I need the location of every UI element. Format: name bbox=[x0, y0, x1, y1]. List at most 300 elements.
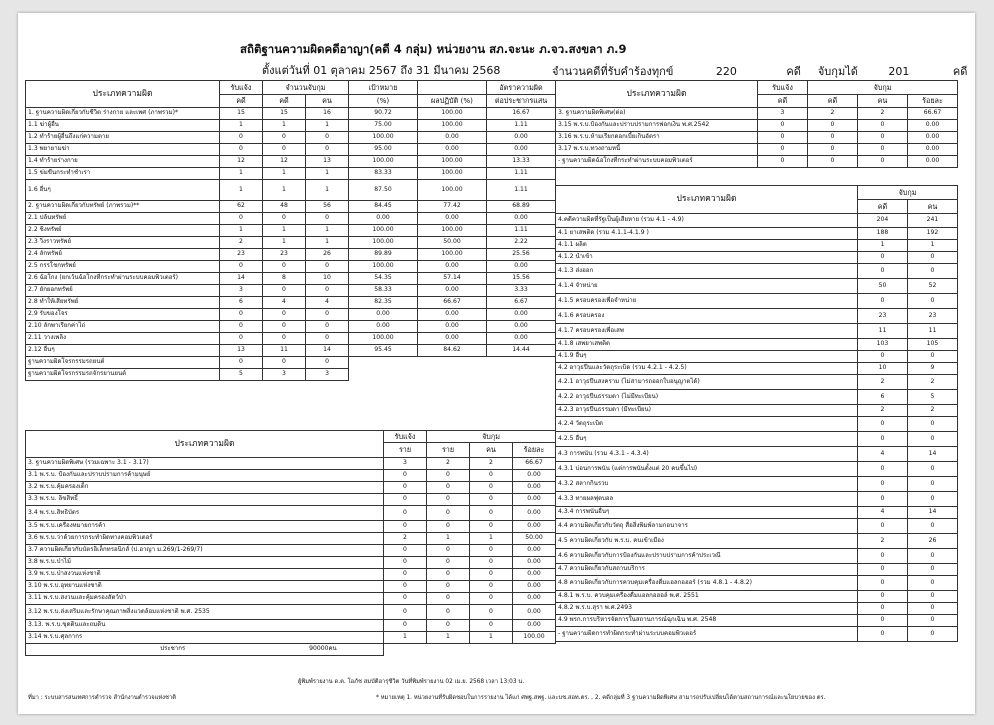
table-a-value-cell: 100.00 bbox=[349, 132, 418, 144]
table-d-label-cell: 4.1.5 ครอบครองเพื่อจำหน่าย bbox=[556, 294, 858, 309]
table-a-value-cell: 100.00 bbox=[349, 225, 418, 237]
table-c-value-cell: 0.00 bbox=[908, 144, 958, 156]
header-cases: คดี bbox=[220, 95, 263, 108]
table-b-value-cell: 0 bbox=[427, 620, 470, 632]
table-a-value-cell: 1.11 bbox=[487, 168, 556, 180]
table-a-label-cell: 2.12 อื่นๆ bbox=[26, 345, 220, 357]
table-d-value-cell: 0 bbox=[858, 432, 908, 447]
table-a-label-cell: 1. ฐานความผิดเกี่ยวกับชีวิต ร่างกาย และเพศ (ภาพรวม)* bbox=[26, 108, 220, 120]
table-a-row bbox=[26, 225, 556, 237]
table-a-value-cell: 11 bbox=[263, 345, 306, 357]
table-d-value-cell: 2 bbox=[908, 405, 958, 417]
table-d-label-cell: 4.1.4 จำหน่าย bbox=[556, 279, 858, 294]
table-property-life bbox=[25, 80, 556, 381]
table-a-label-cell: 1.6 อื่นๆ bbox=[26, 180, 220, 201]
table-c-value-cell: 0 bbox=[808, 132, 858, 144]
table-d-value-cell: 0 bbox=[908, 492, 958, 507]
table-a-value-cell: 83.33 bbox=[349, 168, 418, 180]
header-pct: ร้อยละ bbox=[908, 95, 958, 108]
table-d-row bbox=[556, 214, 958, 228]
remark-note: * หมายเหตุ 1. หน่วยงานที่รับผิดชอบในการรายงาน ได้แก่ ศพฐ.สพฐ. และบช.สอท.ตร. , 2. คดีกลุ่มที่ 3 ฐานความผิดพิเศษ สามารถปรับเปลี่ยนได้ตามสถานการณ์และนโยบายของ ตร. bbox=[376, 695, 826, 701]
header-performance: ผลปฏิบัติ (%) bbox=[418, 95, 487, 108]
table-c-value-cell: 0 bbox=[858, 144, 908, 156]
table-a-value-cell: 66.67 bbox=[418, 297, 487, 309]
table-a-value-cell: 84.62 bbox=[418, 345, 487, 357]
table-a-value-cell: 13 bbox=[220, 345, 263, 357]
table-special-offences-cont bbox=[555, 80, 958, 168]
table-a-label-cell: 1.4 ทำร้ายร่างกาย bbox=[26, 156, 220, 168]
table-a-value-cell: 100.00 bbox=[418, 180, 487, 201]
table-a-label-cell: 2.8 ทำให้เสียทรัพย์ bbox=[26, 297, 220, 309]
table-a-value-cell: 0 bbox=[220, 309, 263, 321]
table-c-value-cell: 2 bbox=[858, 108, 908, 120]
table-a-value-cell: 0 bbox=[263, 309, 306, 321]
received-label: จำนวนคดีที่รับคำร้องทุกข์ bbox=[552, 65, 674, 78]
population-label: ประชากร bbox=[160, 645, 186, 653]
received-unit: คดี bbox=[786, 65, 801, 78]
table-d-value-cell: 0 bbox=[858, 264, 908, 279]
table-b-value-cell: 0 bbox=[427, 581, 470, 593]
table-a-value-cell: 100.00 bbox=[418, 225, 487, 237]
header-report: รับแจ้ง bbox=[220, 81, 263, 95]
table-d-value-cell: 11 bbox=[908, 324, 958, 339]
table-d-value-cell: 23 bbox=[858, 309, 908, 324]
table-a-value-cell: 15.56 bbox=[487, 273, 556, 285]
table-a-value-cell: 1 bbox=[306, 168, 349, 180]
header-persons: คน bbox=[470, 443, 513, 458]
table-b-row bbox=[26, 569, 556, 581]
header-type: ประเภทความผิด bbox=[556, 186, 858, 214]
table-d-label-cell: 4.3.1 บ่อนการพนัน (แต่การพนันตั้งแต่ 20 คนขึ้นไป) bbox=[556, 462, 858, 477]
table-a-value-cell: 0 bbox=[263, 144, 306, 156]
table-a-value-cell: 0.00 bbox=[418, 309, 487, 321]
table-a-value-cell: 90.72 bbox=[349, 108, 418, 120]
table-c-value-cell: 0 bbox=[758, 144, 808, 156]
table-a-value-cell: 0 bbox=[263, 285, 306, 297]
table-a-row bbox=[26, 168, 556, 180]
table-d-value-cell: 192 bbox=[908, 228, 958, 240]
table-a-value-cell: 1.11 bbox=[487, 120, 556, 132]
table-d-label-cell: 4.1.9 อื่นๆ bbox=[556, 351, 858, 363]
table-d-label-cell: 4.4 ความผิดเกี่ยวกับวัตถุ สื่อสิ่งพิมพ์ลามกอนาจาร bbox=[556, 519, 858, 534]
table-a-value-cell: 84.45 bbox=[349, 201, 418, 213]
table-b-row bbox=[26, 557, 556, 569]
header-persons: คน bbox=[858, 95, 908, 108]
table-a-value-cell: 1 bbox=[263, 237, 306, 249]
table-a-value-cell: 0 bbox=[263, 261, 306, 273]
header-per-pop: ต่อประชากรแสน bbox=[487, 95, 556, 108]
table-d-row bbox=[556, 519, 958, 534]
table-d-value-cell: 103 bbox=[858, 339, 908, 351]
table-d-value-cell: 0 bbox=[908, 417, 958, 432]
table-c-value-cell: 0 bbox=[858, 156, 908, 168]
table-a-value-cell: 100.00 bbox=[418, 108, 487, 120]
table-b-value-cell: 0 bbox=[384, 521, 427, 533]
table-c-row bbox=[556, 120, 958, 132]
table-c-value-cell: 3 bbox=[758, 108, 808, 120]
table-a-value-cell: 75.00 bbox=[349, 120, 418, 132]
table-d-value-cell: 0 bbox=[908, 549, 958, 564]
table-b-value-cell: 0.00 bbox=[513, 593, 556, 605]
table-a-value-cell: 0 bbox=[306, 321, 349, 333]
table-d-value-cell: 0 bbox=[908, 432, 958, 447]
table-a-value-cell: 0.00 bbox=[418, 333, 487, 345]
table-a-value-cell: 1 bbox=[263, 225, 306, 237]
table-a-value-cell: 12 bbox=[220, 156, 263, 168]
table-b-value-cell: 0 bbox=[470, 470, 513, 482]
table-d-value-cell: 9 bbox=[908, 363, 958, 375]
table-a-label-cell: 2.4 ลักทรัพย์ bbox=[26, 249, 220, 261]
table-a-value-cell: 25.56 bbox=[487, 249, 556, 261]
table-b-value-cell: 1 bbox=[427, 632, 470, 644]
table-d-value-cell: 188 bbox=[858, 228, 908, 240]
table-a-row bbox=[26, 180, 556, 201]
table-a-label-cell: 2.6 ฉ้อโกง (ยกเว้นฉ้อโกงที่กระทำผ่านระบบคอมพิวเตอร์) bbox=[26, 273, 220, 285]
table-d-label-cell: 4.2.1 อาวุธปืนสงคราม (ไม่สามารถออกใบอนุญาตได้) bbox=[556, 375, 858, 390]
table-a-value-cell: 0 bbox=[263, 132, 306, 144]
table-a-row bbox=[26, 249, 556, 261]
table-d-row bbox=[556, 432, 958, 447]
table-a-extra-row bbox=[26, 357, 556, 369]
table-a-value-cell: 100.00 bbox=[349, 237, 418, 249]
header-cases: คดี bbox=[808, 95, 858, 108]
table-a-value-cell: 56 bbox=[306, 201, 349, 213]
table-a-value-cell: 1 bbox=[306, 237, 349, 249]
table-d-label-cell: 4.1.6 ครอบครอง bbox=[556, 309, 858, 324]
table-b-label-cell: 3.1 พ.ร.บ. ป้องกันและปราบปรามการค้ามนุษย์ bbox=[26, 470, 384, 482]
table-d-value-cell: 0 bbox=[858, 492, 908, 507]
table-d-row bbox=[556, 462, 958, 477]
arrested-unit: คดี bbox=[952, 65, 968, 78]
table-b-row bbox=[26, 482, 556, 494]
population-cell bbox=[26, 644, 384, 656]
table-b-value-cell: 0 bbox=[470, 482, 513, 494]
table-a-value-cell: 100.00 bbox=[418, 156, 487, 168]
table-a-value-cell: 82.35 bbox=[349, 297, 418, 309]
table-c-value-cell: 0 bbox=[808, 120, 858, 132]
table-a-value-cell: 0 bbox=[306, 144, 349, 156]
header-crime-rate: อัตราความผิด bbox=[487, 81, 556, 95]
table-a-value-cell: 0 bbox=[306, 213, 349, 225]
table-a-value-cell: 14.44 bbox=[487, 345, 556, 357]
table-b-row bbox=[26, 506, 556, 521]
table-d-value-cell: 0 bbox=[908, 564, 958, 576]
table-c-value-cell: 0.00 bbox=[908, 132, 958, 144]
table-d-row bbox=[556, 324, 958, 339]
table-a-value-cell: 1 bbox=[306, 120, 349, 132]
reporter-line: ผู้พิมพ์รายงาน ด.ต. โอภัช สมบัติอารุชีวิต วันที่พิมพ์รายงาน 02 เม.ย. 2568 เวลา 13:03 น. bbox=[298, 679, 525, 685]
table-a-row bbox=[26, 213, 556, 225]
table-d-value-cell: 14 bbox=[908, 447, 958, 462]
table-a-value-cell: 3.33 bbox=[487, 285, 556, 297]
table-d-value-cell: 4 bbox=[858, 507, 908, 519]
table-d-label-cell: 4.7 ความผิดเกี่ยวกับสถานบริการ bbox=[556, 564, 858, 576]
table-a-value-cell: 14 bbox=[220, 273, 263, 285]
table-b-label-cell: 3.13. พ.ร.บ.ขุดดินและถมดิน bbox=[26, 620, 384, 632]
table-a-value-cell: 0.00 bbox=[418, 321, 487, 333]
table-d-value-cell: 0 bbox=[858, 627, 908, 642]
table-b-value-cell: 0 bbox=[470, 506, 513, 521]
table-a-value-cell: 0.00 bbox=[487, 144, 556, 156]
table-a-row bbox=[26, 261, 556, 273]
table-b-value-cell: 0 bbox=[384, 593, 427, 605]
table-c-value-cell: 0 bbox=[758, 120, 808, 132]
table-a-value-cell: 4 bbox=[263, 297, 306, 309]
table-d-row bbox=[556, 228, 958, 240]
table-d-value-cell: 52 bbox=[908, 279, 958, 294]
table-a-value-cell: 0.00 bbox=[349, 321, 418, 333]
table-b-label-cell: 3.3 พ.ร.บ. ลิขสิทธิ์ bbox=[26, 494, 384, 506]
table-c-value-cell: 0.00 bbox=[908, 156, 958, 168]
table-b-label-cell: 3.10 พ.ร.บ.อุทยานแห่งชาติ bbox=[26, 581, 384, 593]
table-b-value-cell: 0.00 bbox=[513, 620, 556, 632]
header-cases: คดี bbox=[263, 95, 306, 108]
table-a-value-cell: 68.89 bbox=[487, 201, 556, 213]
table-d-value-cell: 5 bbox=[908, 390, 958, 405]
table-d-row bbox=[556, 603, 958, 615]
table-a-label-cell: 2.11 วางเพลิง bbox=[26, 333, 220, 345]
table-d-value-cell: 1 bbox=[858, 240, 908, 252]
table-b-value-cell: 0 bbox=[427, 569, 470, 581]
table-a-value-cell: 100.00 bbox=[349, 156, 418, 168]
table-d-row bbox=[556, 339, 958, 351]
table-c-value-cell: 66.67 bbox=[908, 108, 958, 120]
table-d-value-cell: 241 bbox=[908, 214, 958, 228]
table-d-label-cell: 4.6 ความผิดเกี่ยวกับการป้องกันและปราบปรามการค้าประเวณี bbox=[556, 549, 858, 564]
table-a-label-cell: 2. ฐานความผิดเกี่ยวกับทรัพย์ (ภาพรวม)** bbox=[26, 201, 220, 213]
table-a-row bbox=[26, 144, 556, 156]
table-a-value-cell: 26 bbox=[306, 249, 349, 261]
table-a-row bbox=[26, 285, 556, 297]
table-b-value-cell: 0.00 bbox=[513, 581, 556, 593]
table-a-value-cell: 6 bbox=[220, 297, 263, 309]
table-d-row bbox=[556, 351, 958, 363]
table-b-value-cell: 50.00 bbox=[513, 533, 556, 545]
table-a-value-cell: 3 bbox=[220, 285, 263, 297]
table-b-value-cell: 0 bbox=[384, 506, 427, 521]
table-d-value-cell: 2 bbox=[858, 534, 908, 549]
table-d-row bbox=[556, 564, 958, 576]
table-d-value-cell: 0 bbox=[908, 252, 958, 264]
table-a-row bbox=[26, 120, 556, 132]
table-d-row bbox=[556, 534, 958, 549]
table-b-value-cell: 100.00 bbox=[513, 632, 556, 644]
table-b-value-cell: 0.00 bbox=[513, 557, 556, 569]
table-a-value-cell: 15 bbox=[263, 108, 306, 120]
table-a-label-cell: 1.1 ฆ่าผู้อื่น bbox=[26, 120, 220, 132]
table-a-value-cell: 1 bbox=[220, 120, 263, 132]
table-b-label-cell: 3.4 พ.ร.บ.สิทธิบัตร bbox=[26, 506, 384, 521]
table-d-value-cell: 0 bbox=[858, 591, 908, 603]
table-b-value-cell: 2 bbox=[384, 533, 427, 545]
table-c-value-cell: 0 bbox=[808, 144, 858, 156]
table-b-row bbox=[26, 581, 556, 593]
table-b-value-cell: 66.67 bbox=[513, 458, 556, 470]
table-b-value-cell: 0 bbox=[384, 605, 427, 620]
table-a-extra-value-cell: 3 bbox=[263, 369, 306, 381]
table-a-extra-value-cell: 0 bbox=[306, 357, 349, 369]
table-a-value-cell: 0 bbox=[220, 144, 263, 156]
table-d-label-cell: 4.2.4 วัตถุระเบิด bbox=[556, 417, 858, 432]
header-arrest-count: จำนวนจับกุม bbox=[263, 81, 349, 95]
table-a-label-cell: 2.10 ลักพาเรียกค่าไถ่ bbox=[26, 321, 220, 333]
table-b-value-cell: 0 bbox=[427, 470, 470, 482]
table-a-row bbox=[26, 321, 556, 333]
table-c-row bbox=[556, 108, 958, 120]
table-a-value-cell: 14 bbox=[306, 345, 349, 357]
table-b-row bbox=[26, 620, 556, 632]
table-c-label-cell: 3.16 พ.ร.บ.ห้ามเรียกดอกเบี้ยเกินอัตรา bbox=[556, 132, 758, 144]
table-d-row bbox=[556, 279, 958, 294]
table-d-label-cell: 4.1.3 ส่งออก bbox=[556, 264, 858, 279]
table-d-value-cell: 6 bbox=[858, 390, 908, 405]
table-a-extra-value-cell: 0 bbox=[220, 357, 263, 369]
table-d-value-cell: 0 bbox=[908, 603, 958, 615]
table-a-value-cell: 0.00 bbox=[487, 321, 556, 333]
table-d-row bbox=[556, 240, 958, 252]
table-d-value-cell: 0 bbox=[858, 417, 908, 432]
table-a-value-cell: 0 bbox=[220, 213, 263, 225]
table-a-row bbox=[26, 297, 556, 309]
table-b-value-cell: 0 bbox=[470, 521, 513, 533]
table-b-label-cell: 3.8 พ.ร.บ.ป่าไม้ bbox=[26, 557, 384, 569]
table-b-label-cell: 3.11 พ.ร.บ.สงวนและคุ้มครองสัตว์ป่า bbox=[26, 593, 384, 605]
table-c-value-cell: 0 bbox=[808, 156, 858, 168]
table-b-value-cell: 0 bbox=[470, 569, 513, 581]
table-a-value-cell: 0 bbox=[306, 132, 349, 144]
table-a-value-cell: 2 bbox=[220, 237, 263, 249]
table-d-label-cell: 4.3 การพนัน (รวม 4.3.1 - 4.3.4) bbox=[556, 447, 858, 462]
table-a-label-cell: 1.2 ทำร้ายผู้อื่นถึงแก่ความตาย bbox=[26, 132, 220, 144]
table-b-value-cell: 0 bbox=[384, 581, 427, 593]
table-d-value-cell: 26 bbox=[908, 534, 958, 549]
table-b-value-cell: 1 bbox=[384, 632, 427, 644]
table-b-value-cell: 0 bbox=[427, 482, 470, 494]
source-note: ที่มา : ระบบสารสนเทศการตำรวจ สำนักงานตำรวจแห่งชาติ bbox=[28, 695, 176, 701]
table-c-label-cell: - ฐานความผิดฉ้อโกงที่กระทำผ่านระบบคอมพิวเตอร์ bbox=[556, 156, 758, 168]
table-b-value-cell: 3 bbox=[384, 458, 427, 470]
table-d-row bbox=[556, 264, 958, 279]
table-a-label-cell: 1.5 ข่มขืนกระทำชำเรา bbox=[26, 168, 220, 180]
table-a-value-cell: 1 bbox=[220, 168, 263, 180]
header-cases: คดี bbox=[858, 200, 908, 214]
table-b-value-cell: 0 bbox=[470, 494, 513, 506]
table-a-value-cell: 0 bbox=[306, 309, 349, 321]
table-b-value-cell: 0.00 bbox=[513, 470, 556, 482]
table-a-row bbox=[26, 108, 556, 120]
table-a-value-cell: 100.00 bbox=[418, 120, 487, 132]
table-b-value-cell: 0 bbox=[384, 620, 427, 632]
table-a-value-cell: 0 bbox=[220, 321, 263, 333]
table-a-value-cell: 0 bbox=[263, 213, 306, 225]
table-d-row bbox=[556, 390, 958, 405]
table-d-value-cell: 0 bbox=[908, 462, 958, 477]
table-d-value-cell: 0 bbox=[908, 591, 958, 603]
table-a-value-cell: 13 bbox=[306, 156, 349, 168]
table-a-value-cell: 100.00 bbox=[418, 249, 487, 261]
table-a-value-cell: 4 bbox=[306, 297, 349, 309]
table-b-row bbox=[26, 605, 556, 620]
table-d-value-cell: 4 bbox=[858, 447, 908, 462]
table-c-row bbox=[556, 132, 958, 144]
table-d-row bbox=[556, 252, 958, 264]
table-a-value-cell: 1 bbox=[220, 225, 263, 237]
table-a-value-cell: 50.00 bbox=[418, 237, 487, 249]
table-b-value-cell: 0 bbox=[470, 581, 513, 593]
table-d-row bbox=[556, 363, 958, 375]
table-b-value-cell: 0 bbox=[427, 557, 470, 569]
table-b-value-cell: 0 bbox=[427, 593, 470, 605]
table-d-label-cell: 4.1.7 ครอบครองเพื่อเสพ bbox=[556, 324, 858, 339]
table-d-row bbox=[556, 417, 958, 432]
table-d-row bbox=[556, 549, 958, 564]
table-c-value-cell: 2 bbox=[808, 108, 858, 120]
table-d-label-cell: 4.2.5 อื่นๆ bbox=[556, 432, 858, 447]
table-a-value-cell: 0 bbox=[220, 261, 263, 273]
table-d-value-cell: 0 bbox=[858, 615, 908, 627]
table-a-value-cell: 0.00 bbox=[418, 261, 487, 273]
table-d-label-cell: - ฐานความผิดการทำผิดกระทำผ่านระบบคอมพิวเตอร์ bbox=[556, 627, 858, 642]
table-d-value-cell: 0 bbox=[908, 264, 958, 279]
table-b-value-cell: 0 bbox=[427, 494, 470, 506]
table-a-label-cell: 1.3 พยายามฆ่า bbox=[26, 144, 220, 156]
table-a-extra-row bbox=[26, 369, 556, 381]
table-a-value-cell: 0.00 bbox=[418, 132, 487, 144]
table-d-value-cell: 0 bbox=[858, 462, 908, 477]
table-d-value-cell: 10 bbox=[858, 363, 908, 375]
table-b-value-cell: 2 bbox=[427, 458, 470, 470]
table-d-label-cell: 4.คดีความผิดที่รัฐเป็นผู้เสียหาย (รวม 4.1 - 4.9) bbox=[556, 214, 858, 228]
table-a-row bbox=[26, 201, 556, 213]
table-d-value-cell: 0 bbox=[858, 564, 908, 576]
table-b-label-cell: 3.7 ความผิดเกี่ยวกับบัตรอิเล็กทรอนิกส์ (ป.อาญา ม.269/1-269/7) bbox=[26, 545, 384, 557]
table-a-label-cell: 2.7 ยักยอกทรัพย์ bbox=[26, 285, 220, 297]
table-a-value-cell: 62 bbox=[220, 201, 263, 213]
table-b-value-cell: 0 bbox=[427, 521, 470, 533]
table-d-value-cell: 0 bbox=[908, 519, 958, 534]
table-a-value-cell: 0 bbox=[220, 333, 263, 345]
table-a-extra-label-cell: ฐานความผิดโจรกรรมรถจักรยานยนต์ bbox=[26, 369, 220, 381]
table-d-label-cell: 4.1.8 เสพยาเสพติด bbox=[556, 339, 858, 351]
table-a-value-cell: 77.42 bbox=[418, 201, 487, 213]
table-b-value-cell: 0.00 bbox=[513, 545, 556, 557]
table-a-value-cell: 0.00 bbox=[349, 309, 418, 321]
table-d-value-cell: 0 bbox=[908, 351, 958, 363]
table-b-label-cell: 3.12 พ.ร.บ.ส่งเสริมและรักษาคุณภาพสิ่งแวดล้อมแห่งชาติ พ.ศ. 2535 bbox=[26, 605, 384, 620]
table-d-row bbox=[556, 294, 958, 309]
table-a-value-cell: 95.00 bbox=[349, 144, 418, 156]
header-cases: คดี bbox=[758, 95, 808, 108]
table-a-value-cell: 100.00 bbox=[349, 261, 418, 273]
table-b-value-cell: 0 bbox=[384, 482, 427, 494]
table-a-value-cell: 100.00 bbox=[418, 168, 487, 180]
table-b-label-cell: 3.9 พ.ร.บ.ป่าสงวนแห่งชาติ bbox=[26, 569, 384, 581]
table-a-value-cell: 1.11 bbox=[487, 180, 556, 201]
table-c-row bbox=[556, 156, 958, 168]
table-b-value-cell: 2 bbox=[470, 458, 513, 470]
table-a-value-cell: 57.14 bbox=[418, 273, 487, 285]
table-d-row bbox=[556, 576, 958, 591]
table-b-value-cell: 0 bbox=[384, 569, 427, 581]
header-cases: ราย bbox=[427, 443, 470, 458]
table-d-value-cell: 0 bbox=[858, 603, 908, 615]
table-a-value-cell: 1 bbox=[220, 180, 263, 201]
table-a-value-cell: 1.11 bbox=[487, 225, 556, 237]
table-a-value-cell: 13.33 bbox=[487, 156, 556, 168]
table-a-value-cell: 0 bbox=[220, 132, 263, 144]
table-a-label-cell: 2.1 ปล้นทรัพย์ bbox=[26, 213, 220, 225]
table-b-label-cell: 3.14 พ.ร.บ.ศุลกากร bbox=[26, 632, 384, 644]
